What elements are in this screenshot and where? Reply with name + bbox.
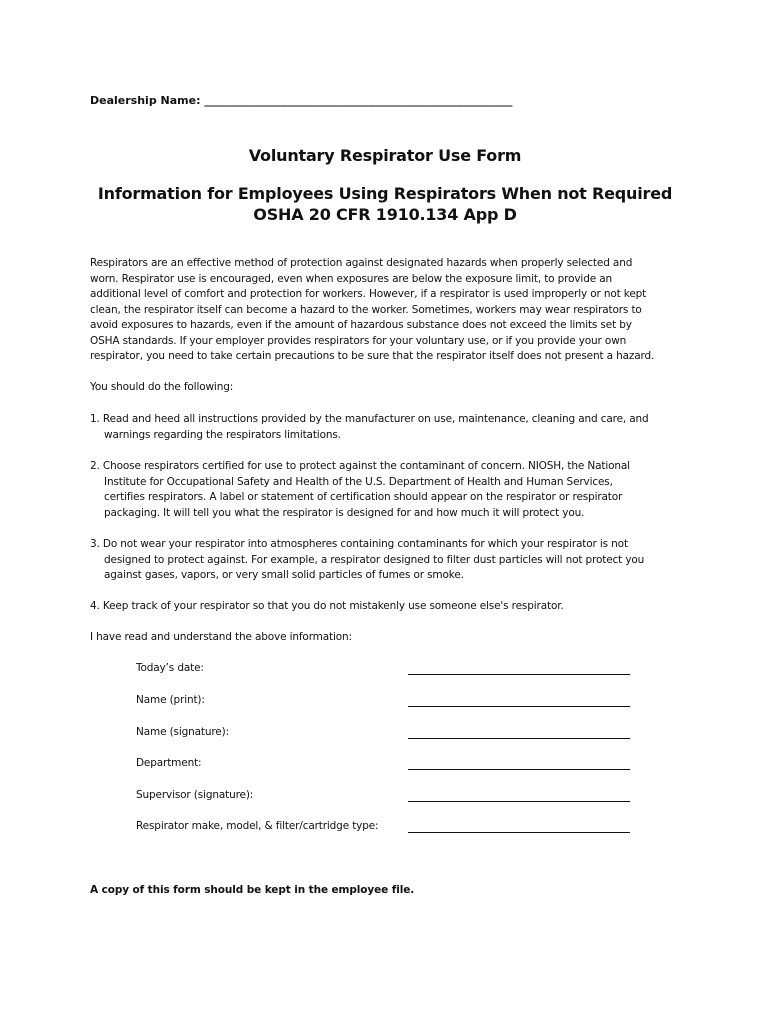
list-line: packaging. It will tell you what the respirator is designed for and how much it will protect you. bbox=[104, 506, 585, 519]
form-subtitle bbox=[0, 183, 770, 225]
paragraph-line: avoid exposures to hazards, even if the amount of hazardous substance does not exceed the limits set by bbox=[90, 319, 632, 331]
department-field[interactable] bbox=[408, 769, 630, 770]
subtitle-line-1: Information for Employees Using Respirators When not Required bbox=[97, 184, 673, 203]
department-row bbox=[136, 757, 636, 773]
instructions-intro-text: You should do the following: bbox=[90, 381, 234, 393]
list-line: warnings regarding the respirators limitations. bbox=[104, 428, 341, 441]
dealership-name-blank[interactable]: ________________________________________________________ bbox=[204, 94, 513, 107]
respirator-type-label: Respirator make, model, & filter/cartridge type: bbox=[136, 820, 379, 832]
list-line: against gases, vapors, or very small solid particles of fumes or smoke. bbox=[104, 569, 464, 581]
supervisor-signature-row bbox=[136, 789, 636, 805]
paragraph-line: OSHA standards. If your employer provides respirators for your voluntary use, or if you provide your own bbox=[90, 334, 627, 347]
list-line: 3. Do not wear your respirator into atmospheres containing contaminants for which your respirator is not bbox=[90, 538, 628, 550]
list-item-1 bbox=[90, 412, 680, 443]
department-label: Department: bbox=[136, 757, 202, 769]
instructions-intro bbox=[90, 380, 680, 396]
intro-paragraph bbox=[90, 256, 680, 365]
name-print-field[interactable] bbox=[408, 706, 630, 707]
subtitle-line-2: OSHA 20 CFR 1910.134 App D bbox=[253, 205, 517, 224]
list-line: 4. Keep track of your respirator so that you do not mistakenly use someone else's respirator. bbox=[90, 600, 564, 612]
list-item-4 bbox=[90, 599, 680, 615]
footer-note: A copy of this form should be kept in the employee file. bbox=[90, 884, 415, 896]
respirator-type-field[interactable] bbox=[408, 832, 630, 833]
paragraph-line: clean, the respirator itself can become a hazard to the worker. Sometimes, workers may wear respirators to bbox=[90, 303, 642, 316]
acknowledgement bbox=[90, 630, 680, 646]
list-line: 2. Choose respirators certified for use to protect against the contaminant of concern. NIOSH, the National bbox=[90, 460, 630, 472]
list-line: designed to protect against. For example, a respirator designed to filter dust particles will not protect you bbox=[104, 553, 645, 566]
dealership-name-line bbox=[90, 94, 512, 107]
name-signature-row bbox=[136, 726, 636, 742]
list-item-3 bbox=[90, 537, 680, 584]
paragraph-line: Respirators are an effective method of protection against designated hazards when properly selected and bbox=[90, 257, 633, 269]
list-item-2 bbox=[90, 459, 680, 521]
paragraph-line: additional level of comfort and protection for workers. However, if a respirator is used improperly or not kept bbox=[90, 288, 647, 300]
acknowledgement-text: I have read and understand the above information: bbox=[90, 631, 352, 643]
todays-date-label: Today’s date: bbox=[136, 662, 204, 674]
respirator-type-row bbox=[136, 820, 636, 836]
todays-date-row bbox=[136, 662, 636, 678]
name-print-label: Name (print): bbox=[136, 694, 205, 706]
todays-date-field[interactable] bbox=[408, 674, 630, 675]
name-signature-label: Name (signature): bbox=[136, 726, 229, 738]
supervisor-signature-label: Supervisor (signature): bbox=[136, 789, 254, 801]
list-line: certifies respirators. A label or statement of certification should appear on the respirator or respirator bbox=[104, 491, 623, 503]
paragraph-line: respirator, you need to take certain precautions to be sure that the respirator itself does not present a hazard. bbox=[90, 350, 655, 362]
list-line: Institute for Occupational Safety and Health of the U.S. Department of Health and Human Services, bbox=[104, 475, 613, 488]
paragraph-line: worn. Respirator use is encouraged, even when exposures are below the exposure limit, to provide an bbox=[90, 272, 612, 285]
name-signature-field[interactable] bbox=[408, 738, 630, 739]
dealership-name-label: Dealership Name: bbox=[90, 94, 205, 107]
name-print-row bbox=[136, 694, 636, 710]
form-title: Voluntary Respirator Use Form bbox=[248, 146, 522, 165]
list-line: 1. Read and heed all instructions provided by the manufacturer on use, maintenance, cleaning and care, and bbox=[90, 413, 649, 425]
supervisor-signature-field[interactable] bbox=[408, 801, 630, 802]
